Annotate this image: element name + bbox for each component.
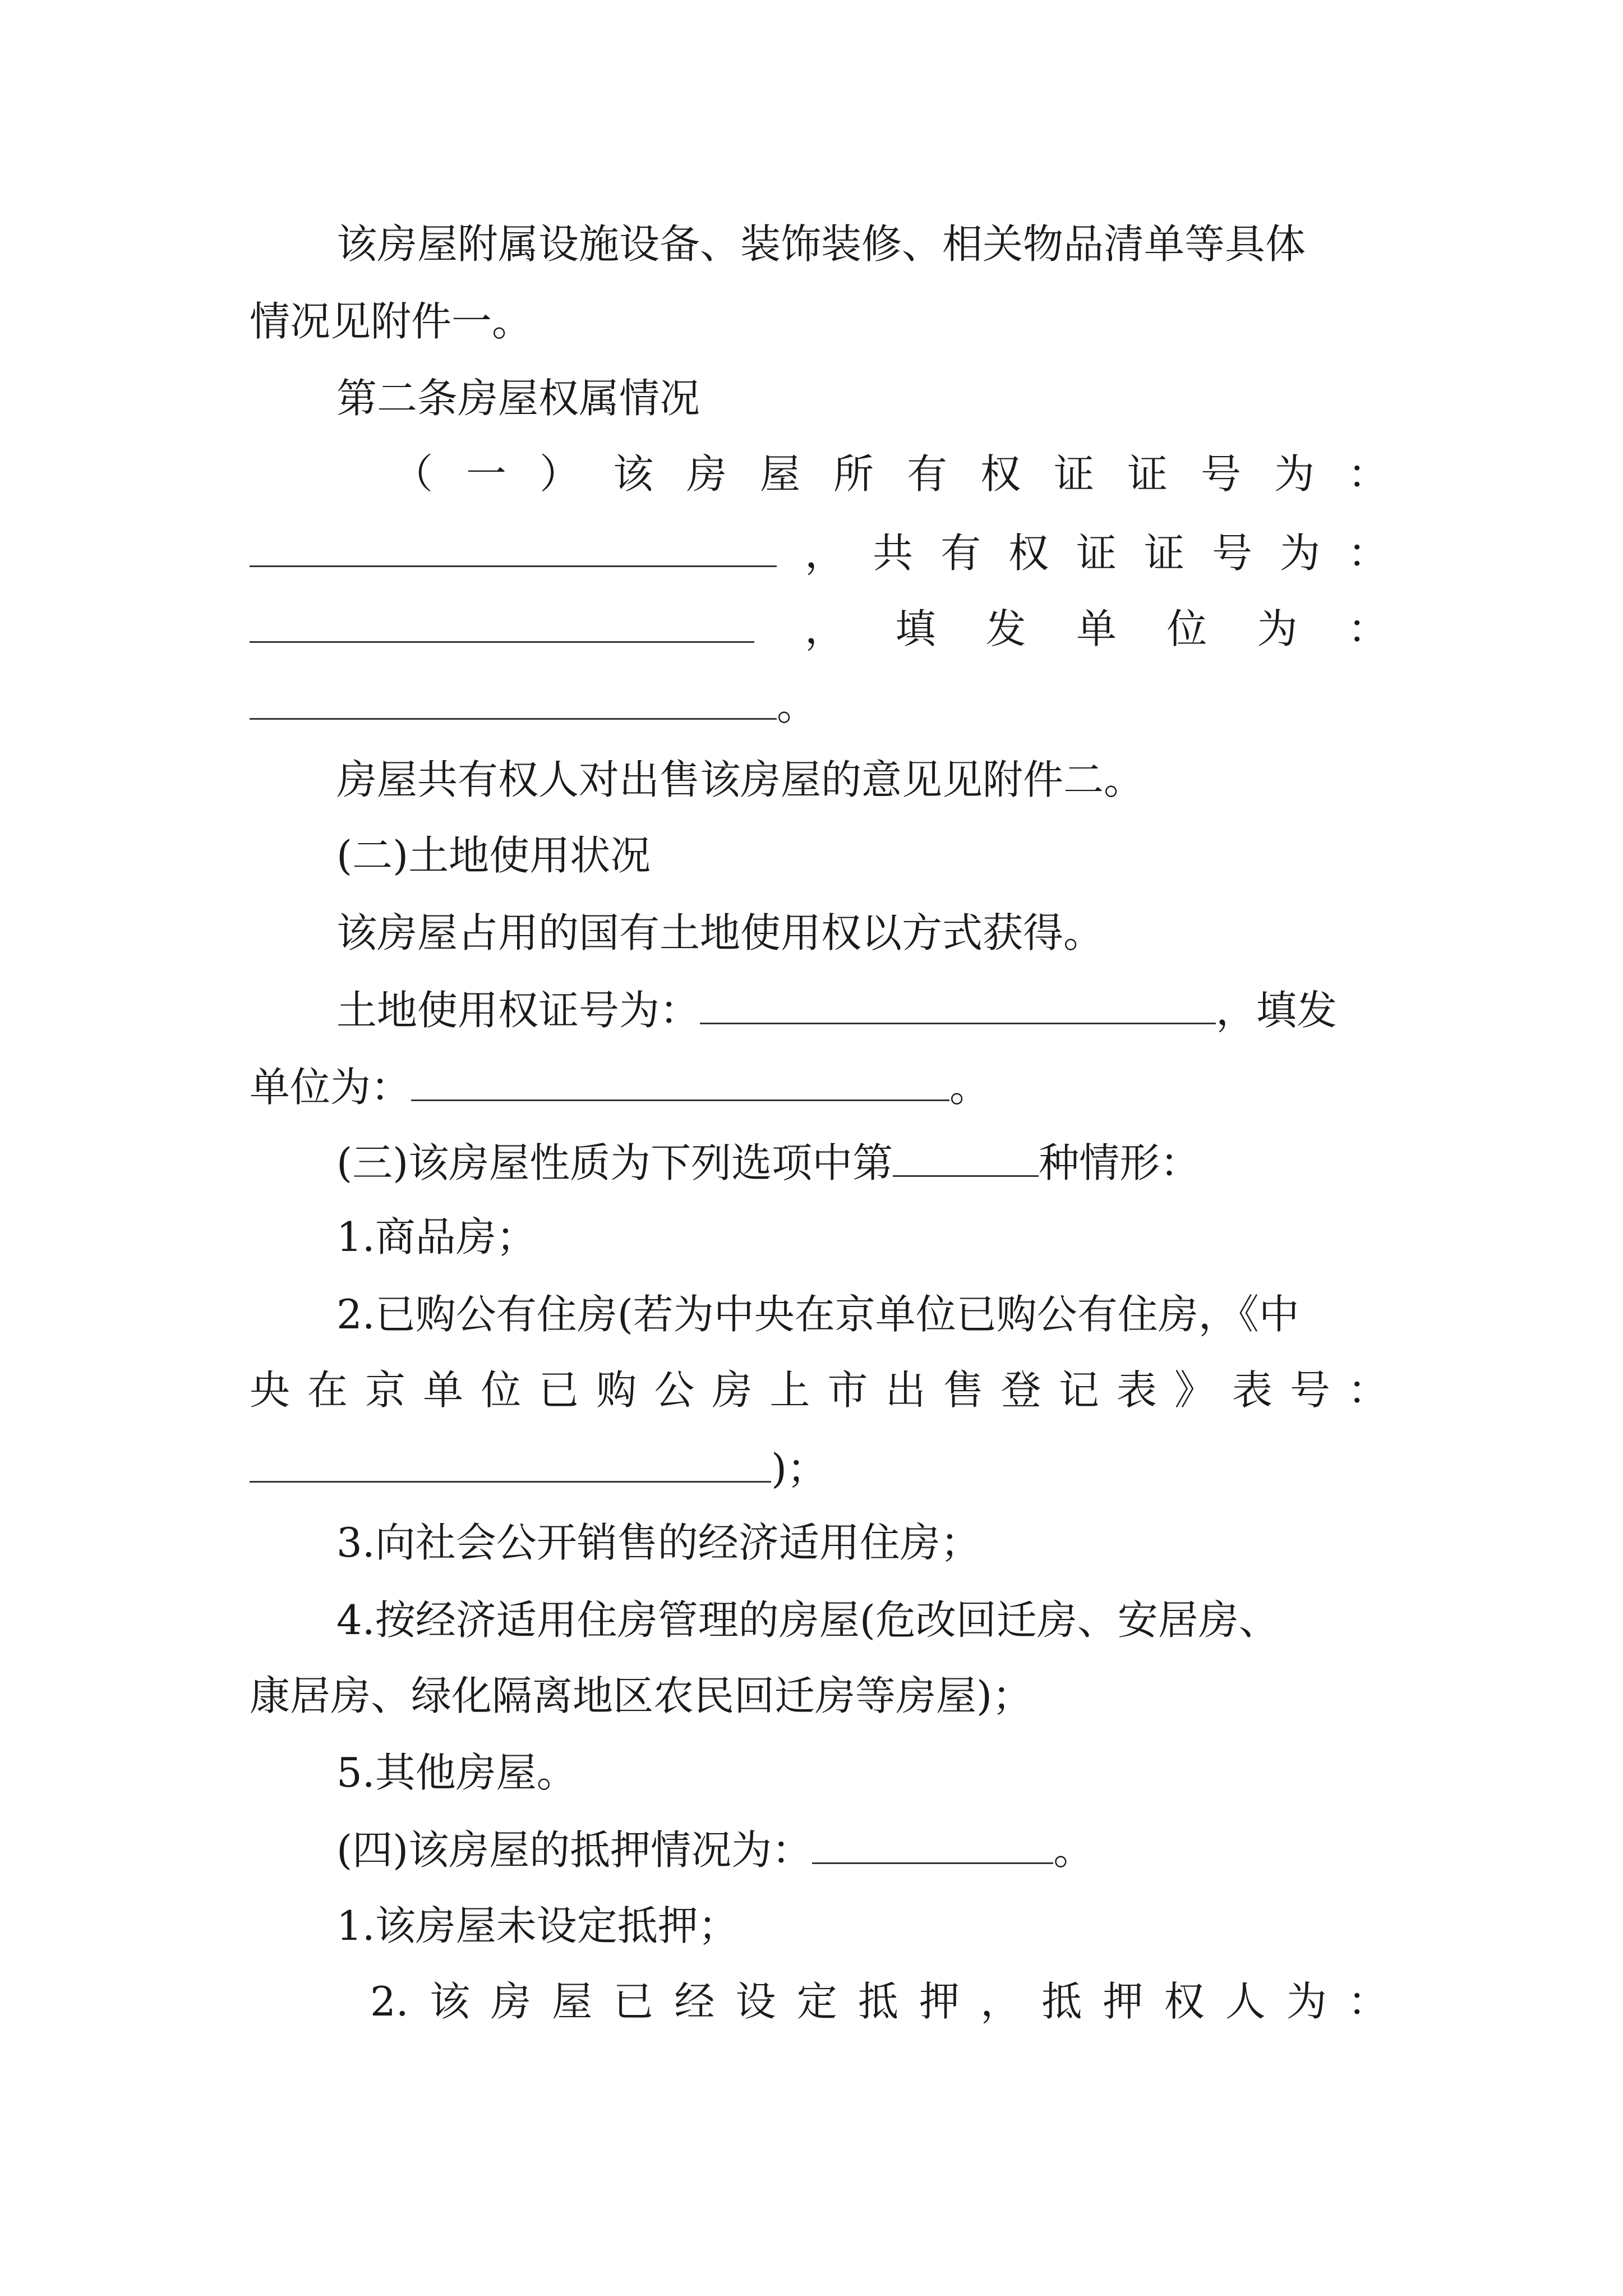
line-text: 。 xyxy=(777,682,818,729)
paragraph-line: 康居房、绿化隔离地区农民回迁房等房屋)； xyxy=(250,1672,1033,1719)
paragraph-line xyxy=(250,1055,1388,1116)
line-text: ，共有权证证号为： xyxy=(805,530,1388,577)
paragraph-line xyxy=(250,673,1388,735)
line-text: (四)该房屋的抵押情况为： xyxy=(336,1826,813,1874)
fill-in-blank xyxy=(250,596,754,643)
paragraph-line: 该房屋附属设施设备、装饰装修、相关物品清单等具体 xyxy=(336,220,1306,268)
list-item: 2.该房屋已经设定抵押，抵押权人为： xyxy=(370,1978,1388,2025)
list-item: 5.其他房屋。 xyxy=(336,1749,577,1796)
line-text: 种情形： xyxy=(1039,1139,1201,1186)
paragraph-line: 央在京单位已购公房上市出售登记表》表号： xyxy=(250,1366,1388,1414)
paragraph-line: 房屋共有权人对出售该房屋的意见见附件二。 xyxy=(336,756,1145,803)
paragraph-line xyxy=(336,1130,1388,1192)
fill-in-blank xyxy=(812,1818,1053,1864)
paragraph-line xyxy=(250,1436,1388,1498)
line-text: 土地使用权证号为： xyxy=(336,987,700,1034)
section-heading: (二)土地使用状况 xyxy=(336,832,651,879)
line-text: (三)该房屋性质为下列选项中第 xyxy=(336,1139,893,1186)
line-text: ，填发 xyxy=(1216,987,1338,1034)
paragraph-line xyxy=(336,1818,1388,1879)
paragraph-line xyxy=(336,978,1388,1039)
line-text: 。 xyxy=(1053,1826,1094,1874)
list-item: 3.向社会公开销售的经济适用住房； xyxy=(336,1519,981,1566)
list-item: 1.该房屋未设定抵押； xyxy=(336,1902,739,1949)
paragraph-line: 该房屋占用的国有土地使用权以方式获得。 xyxy=(336,909,1104,956)
fill-in-blank xyxy=(411,1055,949,1101)
list-item: 2.已购公有住房(若为中央在京单位已购公有住房，《中 xyxy=(336,1291,1299,1338)
paragraph-line xyxy=(250,596,1388,658)
fill-in-blank xyxy=(893,1130,1039,1177)
section-heading: 第二条房屋权属情况 xyxy=(336,375,700,422)
fill-in-blank xyxy=(250,673,777,720)
list-item: 1.商品房； xyxy=(336,1213,537,1260)
paragraph-line: （一）该房屋所有权证证号为： xyxy=(393,450,1388,498)
fill-in-blank xyxy=(250,521,777,567)
line-text: 。 xyxy=(949,1064,990,1111)
line-text: )； xyxy=(771,1445,828,1492)
paragraph-line xyxy=(250,521,1388,582)
paragraph-line: 情况见附件一。 xyxy=(250,298,533,345)
fill-in-blank xyxy=(250,1436,771,1483)
fill-in-blank xyxy=(700,978,1216,1024)
line-text: ，填发单位为： xyxy=(805,605,1388,652)
list-item: 4.按经济适用住房管理的房屋(危改回迁房、安居房、 xyxy=(336,1596,1279,1644)
line-text: 单位为： xyxy=(250,1064,412,1111)
